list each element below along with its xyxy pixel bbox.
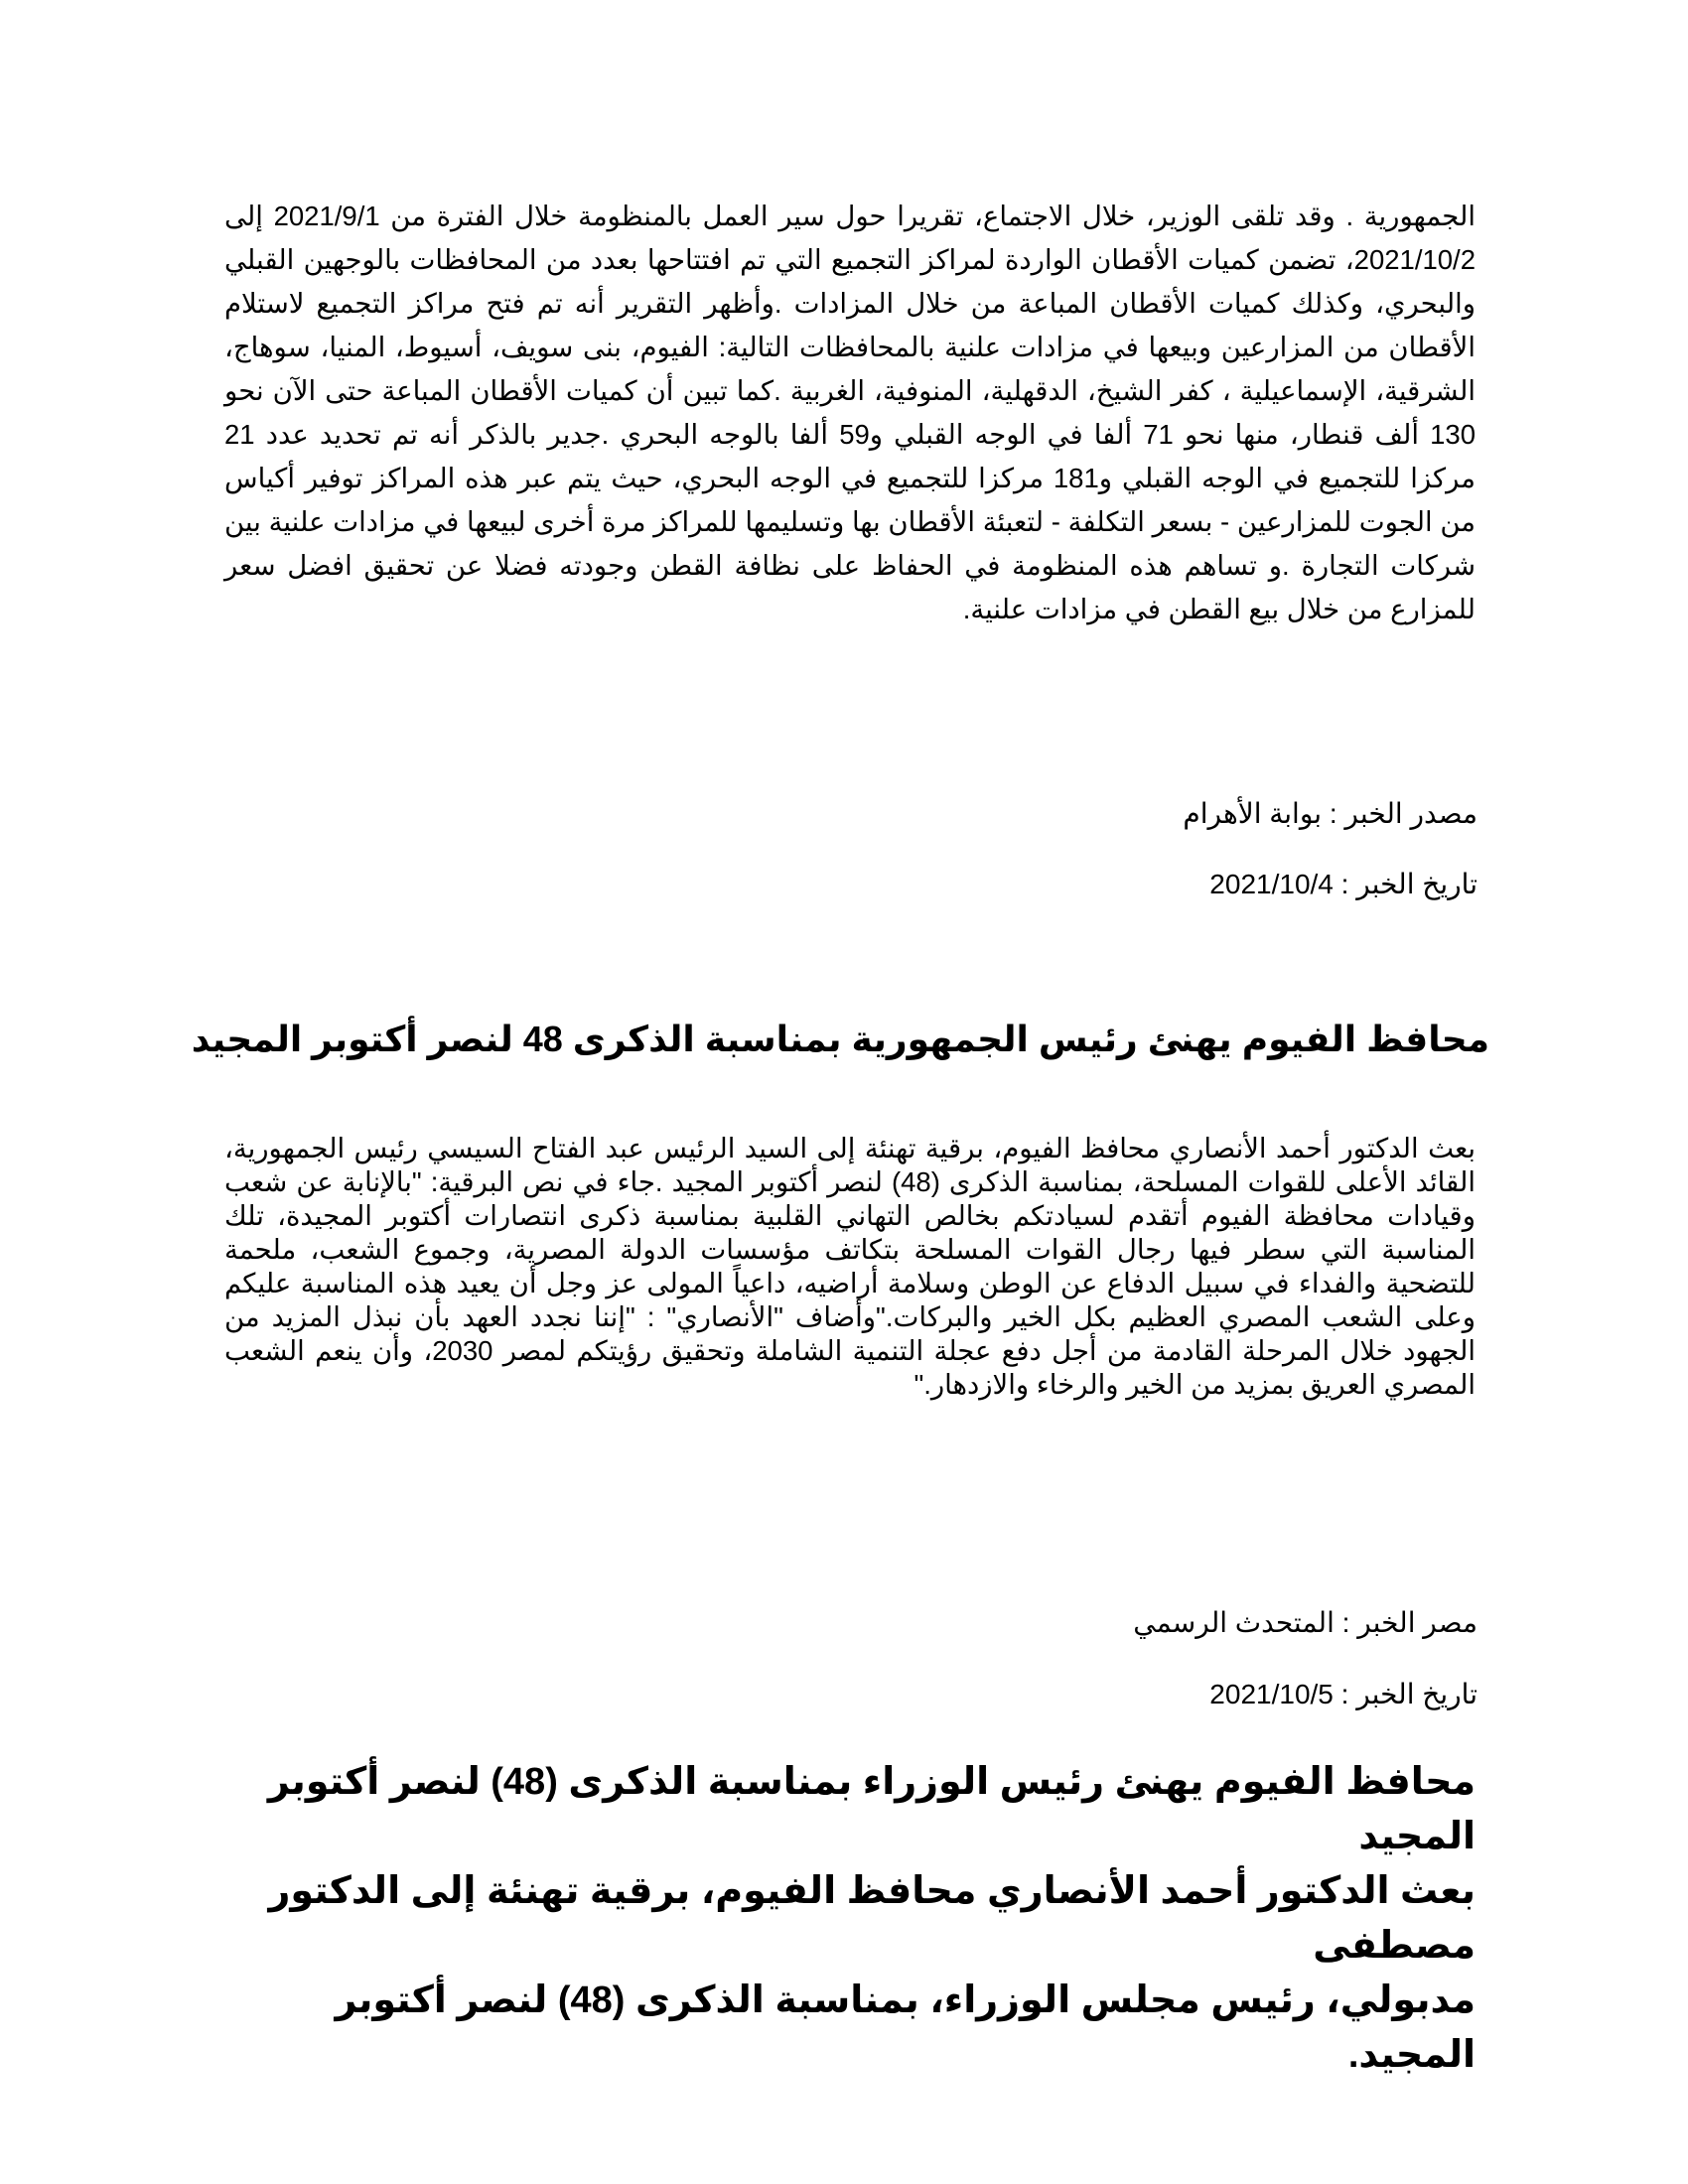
article-2-source: مصر الخبر : المتحدث الرسمي [1133, 1607, 1477, 1638]
article-1-date: تاريخ الخبر : 2021/10/4 [1209, 869, 1477, 899]
article-2-date: تاريخ الخبر : 2021/10/5 [1209, 1679, 1477, 1709]
article-2-headline: محافظ الفيوم يهنئ رئيس الجمهورية بمناسبة الذكرى 48 لنصر أكتوبر المجيد [191, 1019, 1489, 1059]
article-1-body: الجمهورية . وقد تلقى الوزير، خلال الاجتماع، تقريرا حول سير العمل بالمنظومة خلال الفترة من 2021/9/1 إلى 2021/10/2، تضمن كميات الأقطان الواردة لمراكز التجميع التي تم افتتاحها بعدد من المحافظات بالوجهين القبلي والبحري، وكذلك كميات الأقطان المباعة من خلال المزادات .وأظهر التقرير أنه تم فتح مراكز التجميع لاستلام الأقطان من المزارعين وبيعها في مزادات علنية بالمحافظات التالية: الفيوم، بنى سويف، أسيوط، المنيا، سوهاج، الشرقية، الإسماعيلية ، كفر الشيخ، الدقهلية، المنوفية، الغربية .كما تبين أن كميات الأقطان المباعة حتى الآن نحو 130 ألف قنطار، منها نحو 71 ألفا في الوجه القبلي و59 ألفا بالوجه البحري .جدير بالذكر أنه تم تحديد عدد 21 مركزا للتجميع في الوجه القبلي و181 مركزا للتجميع في الوجه البحري، حيث يتم عبر هذه المراكز توفير أكياس من الجوت للمزارعين - بسعر التكلفة - لتعبئة الأقطان بها وتسليمها للمراكز مرة أخرى لبيعها في مزادات علنية بين شركات التجارة .و تساهم هذه المنظومة في الحفاظ على نظافة القطن وجودته فضلا عن تحقيق افضل سعر للمزارع من خلال بيع القطن في مزادات علنية. [224, 201, 1476, 624]
article-2-body: بعث الدكتور أحمد الأنصاري محافظ الفيوم، برقية تهنئة إلى السيد الرئيس عبد الفتاح السيسي رئيس الجمهورية، القائد الأعلى للقوات المسلحة، بمناسبة الذكرى (48) لنصر أكتوبر المجيد .جاء في نص البرقية: "بالإنابة عن شعب وقيادات محافظة الفيوم أتقدم لسيادتكم بخالص التهاني القلبية بمناسبة ذكرى انتصارات أكتوبر المجيدة، تلك المناسبة التي سطر فيها رجال القوات المسلحة بتكاتف مؤسسات الدولة المصرية، وجموع الشعب، ملحمة للتضحية والفداء في سبيل الدفاع عن الوطن وسلامة أراضيه، داعياً المولى عز وجل أن يعيد هذه المناسبة عليكم وعلى الشعب المصري العظيم بكل الخير والبركات."وأضاف "الأنصاري" : "إننا نجدد العهد بأن نبذل المزيد من الجهود خلال المرحلة القادمة من أجل دفع عجلة التنمية الشاملة وتحقيق رؤيتكم لمصر 2030، وأن ينعم الشعب المصري العريق بمزيد من الخير والرخاء والازدهار." [224, 1133, 1476, 1400]
article-3-headline-line: بعث الدكتور أحمد الأنصاري محافظ الفيوم، برقية تهنئة إلى الدكتور مصطفى [268, 1870, 1476, 1967]
article-1-source: مصدر الخبر : بوابة الأهرام [1183, 798, 1477, 829]
article-3-headline-line: محافظ الفيوم يهنئ رئيس الوزراء بمناسبة الذكرى (48) لنصر أكتوبر المجيد [267, 1761, 1476, 1857]
article-3-headline-line: مدبولي، رئيس مجلس الوزراء، بمناسبة الذكرى (48) لنصر أكتوبر المجيد. [335, 1979, 1476, 2076]
article-3-headline [224, 1755, 1476, 2083]
